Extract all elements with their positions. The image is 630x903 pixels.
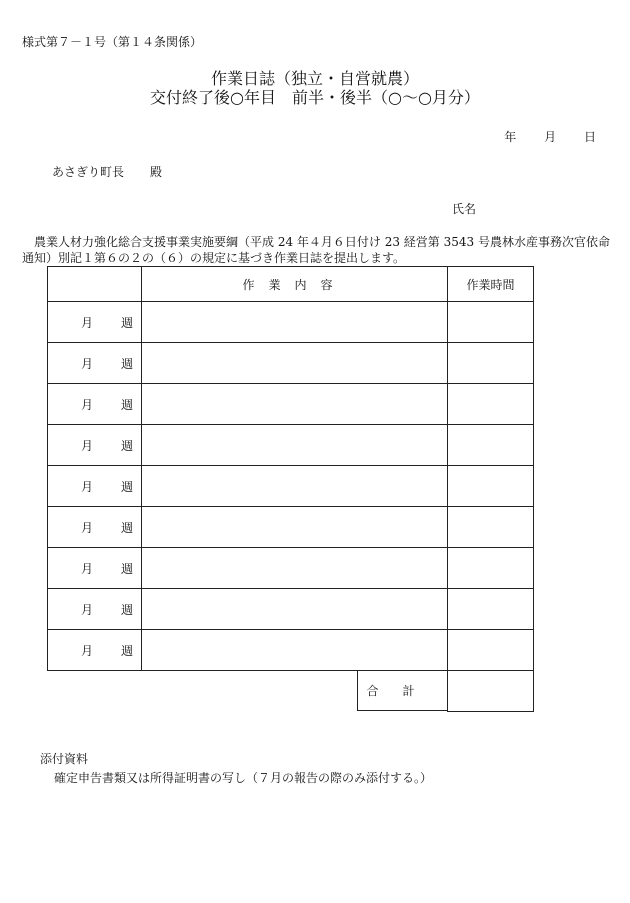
title-line-1: 作業日誌（独立・自営就農） <box>210 69 419 88</box>
table-row <box>48 384 534 425</box>
month-label: 月 <box>80 315 93 330</box>
week-label: 週 <box>120 520 133 535</box>
table-row <box>48 548 534 589</box>
table-row <box>48 630 534 671</box>
content-cell[interactable] <box>142 507 448 548</box>
title-line-2: 交付終了後○年目 前半・後半（○～○月分） <box>150 88 480 107</box>
hours-cell[interactable] <box>448 343 534 384</box>
content-cell[interactable] <box>142 425 448 466</box>
applicant-name-label: 氏名 <box>452 202 477 216</box>
total-label-text: 合計 <box>366 684 439 699</box>
hours-cell[interactable] <box>448 425 534 466</box>
week-label: 週 <box>120 438 133 453</box>
period-cell <box>48 507 142 548</box>
period-cell <box>48 384 142 425</box>
total-hours-cell[interactable] <box>448 671 534 712</box>
month-label: 月 <box>80 397 93 412</box>
month-label: 月 <box>80 561 93 576</box>
month-label: 月 <box>80 356 93 371</box>
table-header-row <box>48 267 534 302</box>
period-cell <box>48 425 142 466</box>
total-row <box>48 671 534 712</box>
hours-cell[interactable] <box>448 302 534 343</box>
hours-cell[interactable] <box>448 589 534 630</box>
attachments-title: 添付資料 <box>40 752 89 766</box>
week-label: 週 <box>120 602 133 617</box>
week-label: 週 <box>120 397 133 412</box>
period-cell <box>48 302 142 343</box>
hours-cell[interactable] <box>448 630 534 671</box>
content-cell[interactable] <box>142 466 448 507</box>
blank-cell <box>48 671 142 712</box>
month-label: 月 <box>80 438 93 453</box>
date-month-label: 月 <box>544 130 557 144</box>
period-cell <box>48 589 142 630</box>
addressee-name: あさぎり町長 <box>52 165 125 179</box>
week-label: 週 <box>120 561 133 576</box>
addressee <box>52 163 162 180</box>
table-row <box>48 466 534 507</box>
attachment-item: 確定申告書類又は所得証明書の写し（７月の報告の際のみ添付する。） <box>54 771 433 785</box>
form-number: 様式第７－１号（第１４条関係） <box>22 35 203 49</box>
hours-cell[interactable] <box>448 466 534 507</box>
content-cell[interactable] <box>142 343 448 384</box>
content-cell[interactable] <box>142 630 448 671</box>
total-label-container <box>142 671 448 712</box>
date-day-label: 日 <box>583 130 596 144</box>
period-header <box>48 267 142 302</box>
month-label: 月 <box>80 520 93 535</box>
date-line <box>480 128 596 145</box>
content-header: 作業内容 <box>142 267 448 302</box>
addressee-honorific: 殿 <box>150 165 163 179</box>
table-row <box>48 343 534 384</box>
period-cell <box>48 343 142 384</box>
week-label: 週 <box>120 356 133 371</box>
month-label: 月 <box>80 479 93 494</box>
content-cell[interactable] <box>142 302 448 343</box>
content-cell[interactable] <box>142 589 448 630</box>
week-label: 週 <box>120 643 133 658</box>
period-cell <box>48 466 142 507</box>
table-row <box>48 589 534 630</box>
table-row <box>48 507 534 548</box>
hours-header: 作業時間 <box>448 267 534 302</box>
hours-cell[interactable] <box>448 548 534 589</box>
document-title <box>0 69 630 107</box>
table-row <box>48 302 534 343</box>
content-cell[interactable] <box>142 548 448 589</box>
body-text: 農業人材力強化総合支援事業実施要綱（平成 24 年４月６日付け 23 経営第 3543 号農林水産事務次官依命通知）別記１第６の２の（６）の規定に基づき作業日誌を提出します。 <box>22 235 610 265</box>
total-label <box>357 671 447 711</box>
week-label: 週 <box>120 479 133 494</box>
period-cell <box>48 548 142 589</box>
month-label: 月 <box>80 643 93 658</box>
table-row <box>48 425 534 466</box>
hours-cell[interactable] <box>448 507 534 548</box>
week-label: 週 <box>120 315 133 330</box>
date-year-label: 年 <box>504 130 517 144</box>
content-cell[interactable] <box>142 384 448 425</box>
work-log-table <box>47 266 534 712</box>
period-cell <box>48 630 142 671</box>
month-label: 月 <box>80 602 93 617</box>
hours-cell[interactable] <box>448 384 534 425</box>
